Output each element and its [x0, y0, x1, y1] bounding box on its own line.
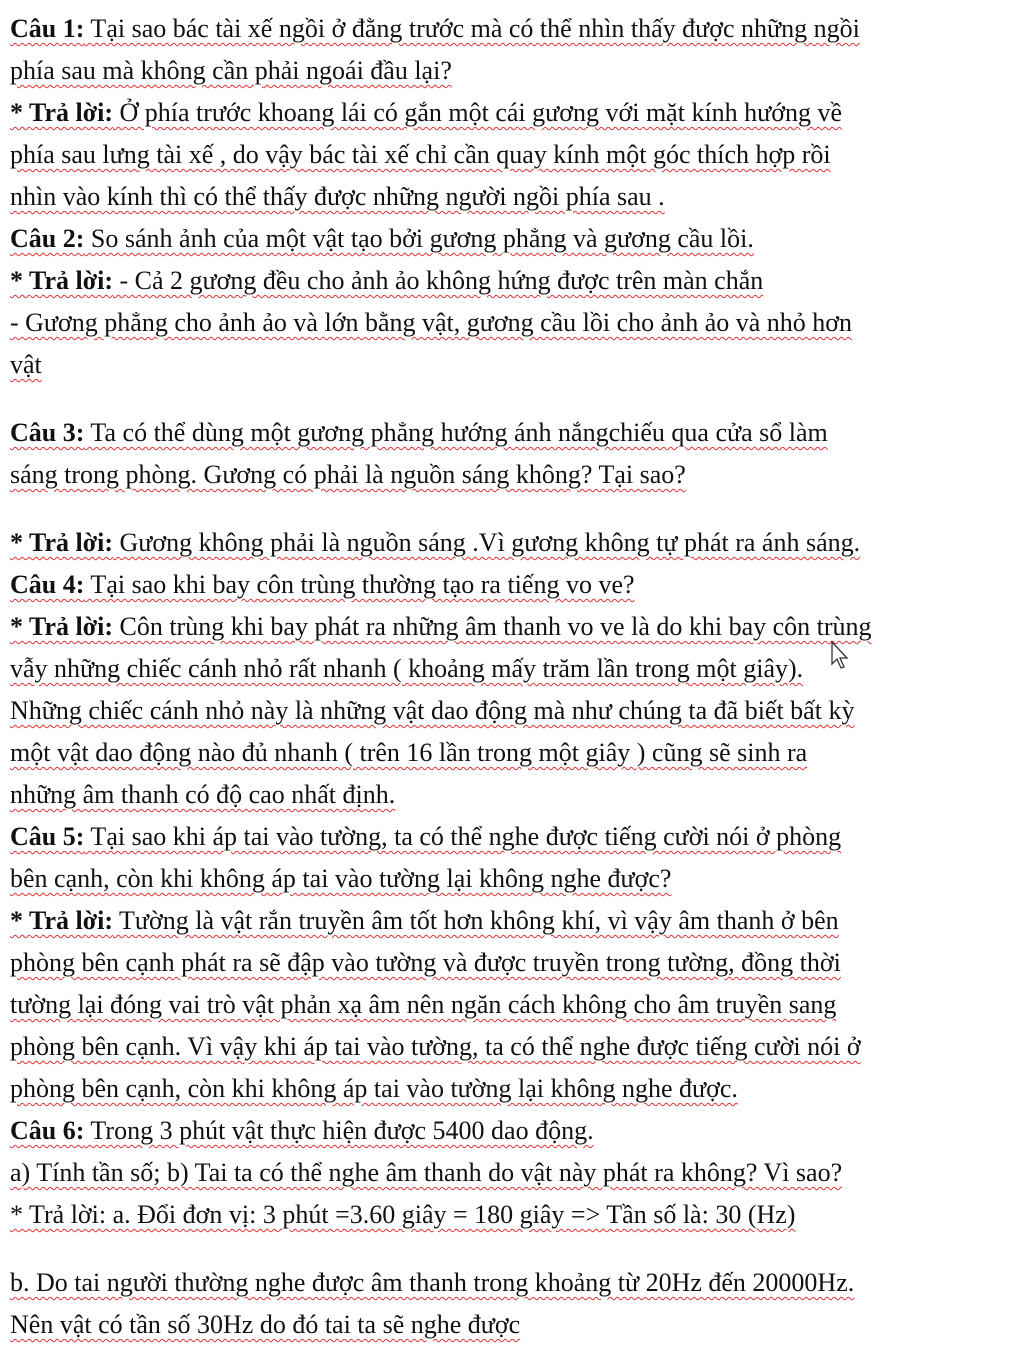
question-label: Câu 4:: [10, 570, 85, 599]
line-text: Tại sao khi áp tai vào tường, ta có thể nghe được tiếng cười nói ở phòng: [84, 822, 842, 851]
text-line: [10, 8, 1018, 50]
question-label: * Trả lời:: [10, 612, 113, 641]
text-line: [10, 1068, 1018, 1110]
text-line: [10, 606, 1018, 648]
line-text: Gương không phải là nguồn sáng .Vì gương không tự phát ra ánh sáng.: [112, 528, 861, 557]
mouse-cursor-icon: [830, 640, 852, 670]
question-label: * Trả lời:: [10, 906, 113, 935]
line-text: b. Do tai người thường nghe được âm thanh trong khoảng từ 20Hz đến 20000Hz.: [10, 1268, 855, 1297]
paragraph-gap: [10, 386, 1018, 412]
line-text: vẫy những chiếc cánh nhỏ rất nhanh ( khoảng mấy trăm lần trong một giây).: [10, 654, 804, 683]
line-text: - Cả 2 gương đều cho ảnh ảo không hứng được trên màn chắn: [112, 266, 764, 295]
line-text: Ta có thể dùng một gương phẳng hướng ánh nắngchiếu qua cửa sổ làm: [84, 418, 828, 447]
text-line: [10, 134, 1018, 176]
text-line: [10, 816, 1018, 858]
question-label: Câu 1:: [10, 14, 85, 43]
text-line: [10, 344, 1018, 386]
line-text: một vật dao động nào đủ nhanh ( trên 16 lần trong một giây ) cũng sẽ sinh ra: [10, 738, 808, 767]
line-text: - Gương phẳng cho ảnh ảo và lớn bằng vật, gương cầu lồi cho ảnh ảo và nhỏ hơn: [10, 308, 853, 337]
text-line: [10, 858, 1018, 900]
text-line: [10, 50, 1018, 92]
text-line: [10, 454, 1018, 496]
line-text: phía sau lưng tài xế , do vậy bác tài xế chỉ cần quay kính một góc thích hợp rồi: [10, 140, 831, 169]
text-line: [10, 1194, 1018, 1236]
line-text: sáng trong phòng. Gương có phải là nguồn sáng không? Tại sao?: [10, 460, 686, 489]
line-text: Những chiếc cánh nhỏ này là những vật dao động mà như chúng ta đã biết bất kỳ: [10, 696, 855, 725]
line-text: phòng bên cạnh phát ra sẽ đập vào tường và được truyền trong tường, đồng thời: [10, 948, 841, 977]
line-text: Tường là vật rắn truyền âm tốt hơn không khí, vì vậy âm thanh ở bên: [112, 906, 839, 935]
line-text: bên cạnh, còn khi không áp tai vào tường lại không nghe được?: [10, 864, 672, 893]
question-label: Câu 6:: [10, 1116, 85, 1145]
line-text: phòng bên cạnh. Vì vậy khi áp tai vào tường, ta có thể nghe được tiếng cười nói ở: [10, 1032, 861, 1061]
line-text: phía sau mà không cần phải ngoái đầu lại?: [10, 56, 452, 85]
text-line: [10, 218, 1018, 260]
text-line: [10, 690, 1018, 732]
line-text: những âm thanh có độ cao nhất định.: [10, 780, 396, 809]
line-text: Ở phía trước khoang lái có gắn một cái gương với mặt kính hướng về: [112, 98, 843, 127]
text-line: [10, 732, 1018, 774]
text-line: [10, 302, 1018, 344]
question-label: * Trả lời:: [10, 528, 113, 557]
line-text: Côn trùng khi bay phát ra những âm thanh vo ve là do khi bay côn trùng: [112, 612, 872, 641]
document-body: [10, 8, 1018, 1346]
line-text: a) Tính tần số; b) Tai ta có thể nghe âm thanh do vật này phát ra không? Vì sao?: [10, 1158, 843, 1187]
line-text: So sánh ảnh của một vật tạo bởi gương phẳng và gương cầu lồi.: [84, 224, 754, 253]
line-text: Nên vật có tần số 30Hz do đó tai ta sẽ nghe được: [10, 1310, 521, 1339]
text-line: [10, 900, 1018, 942]
question-label: Câu 2:: [10, 224, 85, 253]
line-text: Trong 3 phút vật thực hiện được 5400 dao động.: [84, 1116, 594, 1145]
text-line: [10, 1262, 1018, 1304]
text-line: [10, 1110, 1018, 1152]
text-line: [10, 984, 1018, 1026]
text-line: [10, 412, 1018, 454]
text-line: [10, 92, 1018, 134]
text-line: [10, 564, 1018, 606]
question-label: Câu 3:: [10, 418, 85, 447]
paragraph-gap: [10, 1236, 1018, 1262]
paragraph-gap: [10, 496, 1018, 522]
line-text: Tại sao khi bay côn trùng thường tạo ra tiếng vo ve?: [84, 570, 635, 599]
question-label: * Trả lời:: [10, 266, 113, 295]
text-line: [10, 774, 1018, 816]
question-label: Câu 5:: [10, 822, 85, 851]
text-line: [10, 522, 1018, 564]
text-line: [10, 1026, 1018, 1068]
line-text: * Trả lời: a. Đổi đơn vị: 3 phút =3.60 giây = 180 giây => Tần số là: 30 (Hz): [10, 1200, 796, 1229]
question-label: * Trả lời:: [10, 98, 113, 127]
text-line: [10, 648, 1018, 690]
line-text: phòng bên cạnh, còn khi không áp tai vào tường lại không nghe được.: [10, 1074, 738, 1103]
line-text: tường lại đóng vai trò vật phản xạ âm nên ngăn cách không cho âm truyền sang: [10, 990, 837, 1019]
text-line: [10, 1152, 1018, 1194]
line-text: Tại sao bác tài xế ngồi ở đằng trước mà có thể nhìn thấy được những ngồi: [84, 14, 860, 43]
text-line: [10, 260, 1018, 302]
text-line: [10, 942, 1018, 984]
text-line: [10, 176, 1018, 218]
text-line: [10, 1304, 1018, 1346]
line-text: nhìn vào kính thì có thể thấy được những người ngồi phía sau .: [10, 182, 665, 211]
line-text: vật: [10, 350, 42, 379]
